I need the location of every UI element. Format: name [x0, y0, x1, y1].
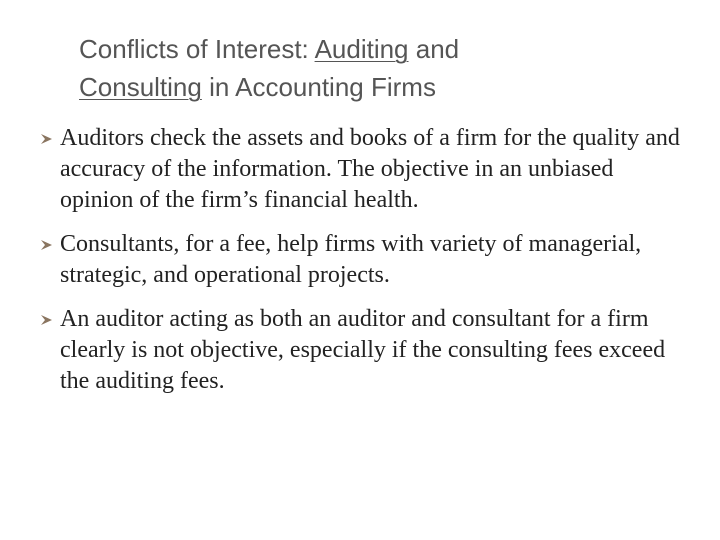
bullet-list — [40, 123, 690, 410]
arrow-bullet-icon — [40, 132, 58, 146]
bullet-item-consultants — [40, 229, 690, 291]
title-text-2: and — [408, 34, 460, 64]
bullet-text: Auditors check the assets and books of a firm for the quality and accuracy of the information. The objective in an unbiased opinion of the firm’s financial health. — [60, 125, 680, 213]
title-text-1: Conflicts of Interest: — [79, 34, 315, 64]
bullet-item-auditors — [40, 123, 690, 216]
title-link-consulting: Consulting — [79, 72, 202, 102]
title-text-3: in Accounting Firms — [201, 72, 436, 102]
bullet-text: An auditor acting as both an auditor and consultant for a firm clearly is not objective, especially if the consulting fees exceed the auditing fees. — [60, 306, 666, 394]
slide-title — [79, 30, 699, 106]
bullet-item-auditor-consultant — [40, 304, 690, 397]
bullet-text: Consultants, for a fee, help firms with variety of managerial, strategic, and operational projects. — [60, 231, 642, 288]
arrow-bullet-icon — [40, 238, 58, 252]
title-link-auditing: Auditing — [314, 34, 409, 64]
arrow-bullet-icon — [40, 313, 58, 327]
